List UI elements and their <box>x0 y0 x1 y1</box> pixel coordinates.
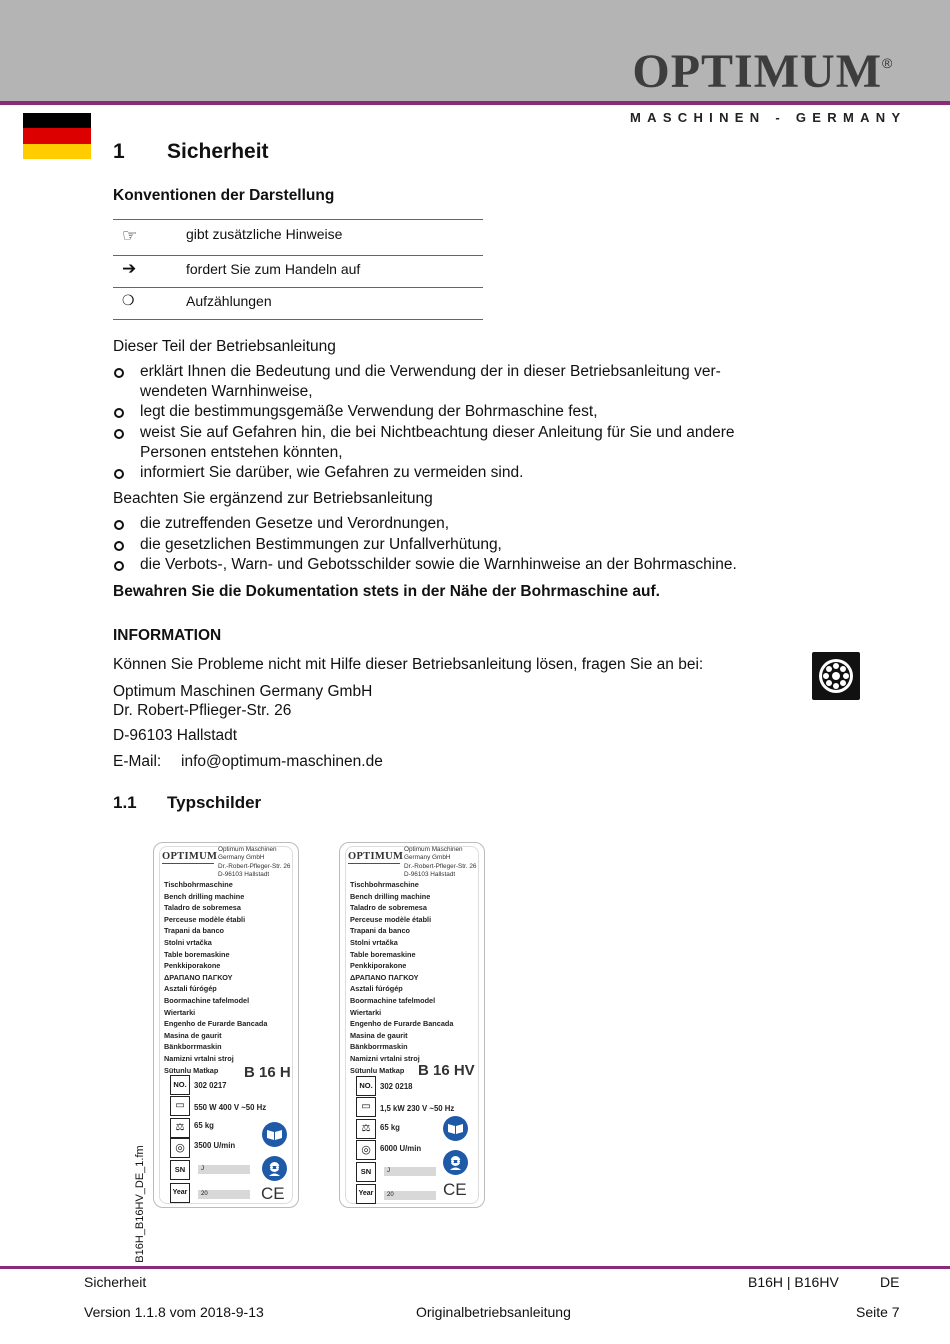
ce-mark: CE <box>261 1184 285 1203</box>
read-manual-icon <box>443 1116 468 1141</box>
footer-version: Version 1.1.8 vom 2018-9-13 <box>84 1304 264 1320</box>
convention-text: Aufzählungen <box>186 293 272 309</box>
registered-mark: ® <box>882 55 893 71</box>
plate-model: B 16 H <box>244 1064 291 1081</box>
bullet-icon <box>114 561 124 571</box>
plate-address: Optimum Maschinen Germany GmbH Dr.-Robert-Pfleger-Str. 26 D-96103 Hallstadt <box>218 846 291 879</box>
weight-icon: ⚖ <box>356 1119 376 1139</box>
german-flag-icon <box>23 113 91 159</box>
section-number: 1 <box>113 140 125 163</box>
footer-chapter: Sicherheit <box>84 1274 147 1290</box>
side-file-name: B16H_B16HV_DE_1.fm <box>134 1145 146 1263</box>
company-street: Dr. Robert-Pflieger-Str. 26 <box>113 702 292 719</box>
divider <box>113 219 483 220</box>
list-item: die zutreffenden Gesetze und Verordnungen, <box>113 514 793 534</box>
header-accent-line <box>0 101 950 105</box>
footer-doc-type: Originalbetriebsanleitung <box>416 1304 571 1320</box>
motor-icon: ▭ <box>356 1097 376 1117</box>
information-heading: INFORMATION <box>113 627 222 644</box>
divider <box>113 319 483 320</box>
type-plate-b16h: OPTIMUM Optimum Maschinen Germany GmbH Dr.-Robert-Pfleger-Str. 26 D-96103 Hallstadt Tischbohrmaschine Bench drilling machine Taladro de sobremesa Perceuse modèle établi Trapani da banco Stolni vrtačka Table boremaskine Penkkiporakone ΔΡΑΠΑΝΟ ΠΑΓΚΟΥ Asztali fúrógép Boormachine tafelmodel Wiertarki Engenho de Furarde Bancada Masina de gaurit Bänkborrmaskin Namizni vrtalni stroj Sütunlu Matkap B 16 H NO. 302 0217 ▭ 550 W 400 V ~50 Hz ⚖ 65 kg ◎ 3500 U/min SN J Year 20 CE <box>153 842 299 1208</box>
convention-text: gibt zusätzliche Hinweise <box>186 226 343 242</box>
intro-text: Dieser Teil der Betriebsanleitung <box>113 338 336 355</box>
company-name: Optimum Maschinen Germany GmbH <box>113 683 373 700</box>
bullet-circle-icon: ❍ <box>122 292 135 308</box>
divider <box>113 255 483 256</box>
footer-language: DE <box>880 1274 900 1290</box>
email-link[interactable]: info@optimum-maschinen.de <box>181 753 383 770</box>
intro2-text: Beachten Sie ergänzend zur Betriebsanleitung <box>113 490 433 507</box>
telephone-icon <box>812 652 860 700</box>
plate-address: Optimum Maschinen Germany GmbH Dr.-Robert-Pfleger-Str. 26 D-96103 Hallstadt <box>404 846 477 879</box>
weight-icon: ⚖ <box>170 1118 190 1138</box>
list-item: informiert Sie darüber, wie Gefahren zu vermeiden sind. <box>113 463 793 483</box>
list-item: weist Sie auf Gefahren hin, die bei Nichtbeachtung dieser Anleitung für Sie und andere Personen entstehen könnten, <box>113 423 793 463</box>
conventions-heading: Konventionen der Darstellung <box>113 187 335 204</box>
email-label: E-Mail: <box>113 753 162 770</box>
brand-subtitle: MASCHINEN - GERMANY <box>630 110 907 125</box>
motor-icon: ▭ <box>170 1096 190 1116</box>
list-item: die Verbots-, Warn- und Gebotsschilder sowie die Warnhinweise an der Bohrmaschine. <box>113 555 793 575</box>
list-item: erklärt Ihnen die Bedeutung und die Verwendung der in dieser Betriebsanleitung ver- wendeten Warnhinweise, <box>113 362 793 402</box>
company-city: D-96103 Hallstadt <box>113 727 238 744</box>
list-item: die gesetzlichen Bestimmungen zur Unfallverhütung, <box>113 535 793 555</box>
subsection-title: Typschilder <box>167 793 262 812</box>
list-item: legt die bestimmungsgemäße Verwendung der Bohrmaschine fest, <box>113 402 793 422</box>
pointing-hand-icon: ☞ <box>122 226 138 245</box>
speed-icon: ◎ <box>356 1140 376 1160</box>
footer-page-number: Seite 7 <box>856 1304 900 1320</box>
plate-model: B 16 HV <box>418 1062 475 1079</box>
eye-protection-icon <box>443 1150 468 1175</box>
bullet-icon <box>114 429 124 439</box>
plate-logo-line <box>162 863 214 864</box>
divider <box>113 287 483 288</box>
footer-model: B16H | B16HV <box>748 1274 839 1290</box>
bullet-icon <box>114 541 124 551</box>
information-text: Können Sie Probleme nicht mit Hilfe dieser Betriebsanleitung lösen, fragen Sie an bei: <box>113 656 704 673</box>
speed-icon: ◎ <box>170 1138 190 1158</box>
plate-logo: OPTIMUM <box>162 851 218 862</box>
footer-accent-line <box>0 1266 950 1269</box>
read-manual-icon <box>262 1122 287 1147</box>
keep-documentation-note: Bewahren Sie die Dokumentation stets in der Nähe der Bohrmaschine auf. <box>113 583 660 600</box>
bullet-icon <box>114 368 124 378</box>
bullet-icon <box>114 469 124 479</box>
plate-logo: OPTIMUM <box>348 851 404 862</box>
plate-machine-names: Tischbohrmaschine Bench drilling machine Taladro de sobremesa Perceuse modèle établi Trapani da banco Stolni vrtačka Table boremaskine Penkkiporakone ΔΡΑΠΑΝΟ ΠΑΓΚΟΥ Asztali fúrógép Boormachine tafelmodel Wiertarki Engenho de Furarde Bancada Masina de gaurit Bänkborrmaskin Namizni vrtalni stroj Sütunlu Matkap <box>164 880 268 1075</box>
bullet-icon <box>114 408 124 418</box>
plate-logo-line <box>348 863 400 864</box>
type-plate-b16hv: OPTIMUM Optimum Maschinen Germany GmbH Dr.-Robert-Pfleger-Str. 26 D-96103 Hallstadt Tischbohrmaschine Bench drilling machine Taladro de sobremesa Perceuse modèle établi Trapani da banco Stolni vrtačka Table boremaskine Penkkiporakone ΔΡΑΠΑΝΟ ΠΑΓΚΟΥ Asztali fúrógép Boormachine tafelmodel Wiertarki Engenho de Furarde Bancada Masina de gaurit Bänkborrmaskin Namizni vrtalni stroj Sütunlu Matkap B 16 HV NO. 302 0218 ▭ 1,5 kW 230 V ~50 Hz ⚖ 65 kg ◎ 6000 U/min SN J Year 20 CE <box>339 842 485 1208</box>
plate-machine-names: Tischbohrmaschine Bench drilling machine Taladro de sobremesa Perceuse modèle établi Trapani da banco Stolni vrtačka Table boremaskine Penkkiporakone ΔΡΑΠΑΝΟ ΠΑΓΚΟΥ Asztali fúrógép Boormachine tafelmodel Wiertarki Engenho de Furarde Bancada Masina de gaurit Bänkborrmaskin Namizni vrtalni stroj Sütunlu Matkap <box>350 880 454 1075</box>
subsection-number: 1.1 <box>113 793 137 812</box>
section-title: Sicherheit <box>167 140 269 163</box>
ce-mark: CE <box>443 1180 467 1199</box>
convention-text: fordert Sie zum Handeln auf <box>186 261 361 277</box>
bullet-icon <box>114 520 124 530</box>
brand-logo: OPTIMUM <box>632 45 882 98</box>
eye-protection-icon <box>262 1156 287 1181</box>
arrow-right-icon: ➔ <box>122 259 137 278</box>
